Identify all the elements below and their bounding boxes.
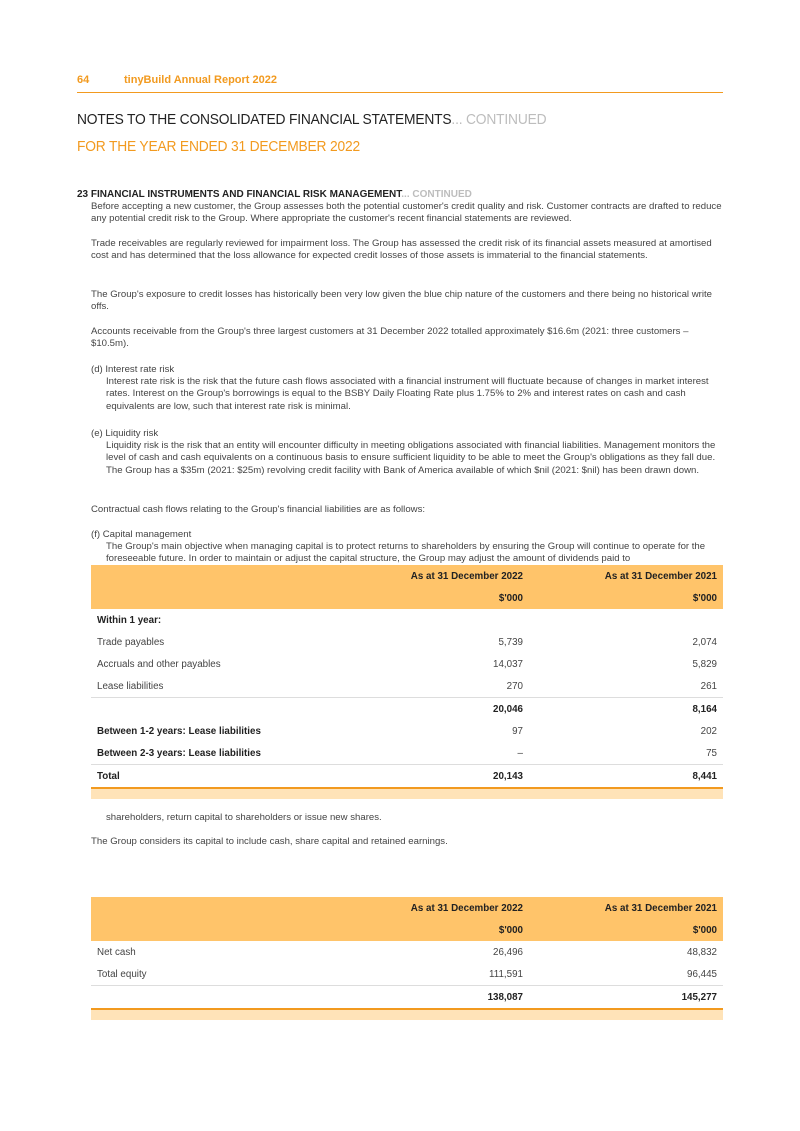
value-2021: 48,832 <box>687 946 717 958</box>
row-label: Between 1-2 years: Lease liabilities <box>97 725 261 737</box>
value-2021: 261 <box>700 680 717 692</box>
value-2022: 14,037 <box>493 658 523 670</box>
table-row <box>91 742 723 764</box>
row-label: Accruals and other payables <box>97 658 221 670</box>
total-row <box>91 985 723 1010</box>
value-2022: 111,591 <box>489 968 523 980</box>
total-label: Total <box>97 770 120 782</box>
table-footer-band <box>91 1010 723 1020</box>
row-label: Trade payables <box>97 636 165 648</box>
column-header-2022: As at 31 December 2022 <box>410 902 523 914</box>
within-1-year-label: Within 1 year: <box>97 614 162 626</box>
paragraph-accounts-receivable: Accounts receivable from the Group's three largest customers at 31 December 2022 totalled approximately $16.6m (2021: three customers – $10.5m). <box>91 326 689 350</box>
unit-2022: $'000 <box>498 592 523 604</box>
table-row <box>91 963 723 985</box>
total-row <box>91 764 723 789</box>
section-heading: 23 FINANCIAL INSTRUMENTS AND FINANCIAL RISK MANAGEMENT... CONTINUED <box>77 189 472 200</box>
paragraph-credit-assessment: Before accepting a new customer, the Group assesses both the potential customer's credit quality and risk. Customer contracts are drafted to reduce any potential credit risk to the Group. Where appropriate the customer's recent financial statements are reviewed. <box>91 201 722 225</box>
capital-management-text: The Group's main objective when managing capital is to protect returns to shareholders by ensuring the Group will continue to operate for the foreseeable future. In order to maintain or adjust the capital structure, the Group may adjust the amount of dividends paid to <box>106 541 706 565</box>
table-row <box>91 720 723 742</box>
capital-management-continued: shareholders, return capital to shareholders or issue new shares. <box>106 812 382 823</box>
period-title: FOR THE YEAR ENDED 31 DECEMBER 2022 <box>77 138 360 155</box>
subtotal-2022: 20,046 <box>493 703 523 715</box>
table-row <box>91 941 723 963</box>
value-2022: 97 <box>512 725 523 737</box>
row-label: Total equity <box>97 968 147 980</box>
row-label: Between 2-3 years: Lease liabilities <box>97 747 261 759</box>
value-2022: – <box>517 747 523 759</box>
total-2021: 8,441 <box>692 770 717 782</box>
liquidity-risk-label: (e) Liquidity risk <box>91 428 159 439</box>
capital-definition-text: The Group considers its capital to include cash, share capital and retained earnings. <box>91 836 448 847</box>
value-2021: 75 <box>706 747 717 759</box>
row-label: Net cash <box>97 946 136 958</box>
column-header-2021: As at 31 December 2021 <box>604 902 717 914</box>
interest-rate-risk-text: Interest rate risk is the risk that the future cash flows associated with a financial instrument will fluctuate because of changes in market interest rates. Interest on the Group's borrowings is equal to the BSBY Daily Floating Rate plus 1.75% to 2% and interest rates on cash and cash equivalents are low, such that interest rate risk is minimal. <box>106 376 709 412</box>
table-row <box>91 609 723 631</box>
page-number: 64 <box>77 74 90 86</box>
capital-table <box>91 897 723 1020</box>
liquidity-risk-text: Liquidity risk is the risk that an entity will encounter difficulty in meeting obligations associated with financial liabilities. Management monitors the level of cash and cash equivalents on a continuous basis to ensure sufficient liquidity to be able to meet the Group's obligations as they fall due. The Group has a $35m (2021: $25m) revolving credit facility with Bank of America available of which $nil (2021: $nil) has been drawn down. <box>106 440 716 476</box>
paragraph-credit-losses: The Group's exposure to credit losses has historically been very low given the blue chip nature of the customers and there being no historical write offs. <box>91 289 712 313</box>
row-label: Lease liabilities <box>97 680 164 692</box>
table-footer-band <box>91 789 723 799</box>
table-header <box>91 897 723 941</box>
value-2022: 5,739 <box>498 636 523 648</box>
paragraph-trade-receivables: Trade receivables are regularly reviewed for impairment loss. The Group has assessed the credit risk of its financial assets measured at amortised cost and has determined that the loss allowance for expected credit losses of those assets is immaterial to the financial statements. <box>91 238 712 262</box>
value-2021: 96,445 <box>687 968 717 980</box>
capital-management-label: (f) Capital management <box>91 529 192 540</box>
unit-2022: $'000 <box>498 924 523 936</box>
interest-rate-risk-label: (d) Interest rate risk <box>91 364 175 375</box>
report-title: tinyBuild Annual Report 2022 <box>124 74 278 86</box>
subtotal-2021: 8,164 <box>692 703 717 715</box>
value-2021: 202 <box>700 725 717 737</box>
unit-2021: $'000 <box>692 924 717 936</box>
subtotal-row <box>91 697 723 720</box>
unit-2021: $'000 <box>692 592 717 604</box>
table-header <box>91 565 723 609</box>
table-row <box>91 675 723 697</box>
value-2021: 2,074 <box>692 636 717 648</box>
header-rule <box>77 92 723 93</box>
value-2021: 5,829 <box>692 658 717 670</box>
total-2022: 138,087 <box>487 991 523 1003</box>
total-2022: 20,143 <box>493 770 523 782</box>
column-header-2022: As at 31 December 2022 <box>410 570 523 582</box>
column-header-2021: As at 31 December 2021 <box>604 570 717 582</box>
table-row <box>91 631 723 653</box>
value-2022: 270 <box>506 680 523 692</box>
contractual-cash-flows-text: Contractual cash flows relating to the Group's financial liabilities are as follows: <box>91 504 426 515</box>
value-2022: 26,496 <box>493 946 523 958</box>
table-row <box>91 653 723 675</box>
liabilities-table <box>91 565 723 799</box>
page-title: NOTES TO THE CONSOLIDATED FINANCIAL STATEMENTS... CONTINUED <box>77 111 547 128</box>
total-2021: 145,277 <box>681 991 717 1003</box>
